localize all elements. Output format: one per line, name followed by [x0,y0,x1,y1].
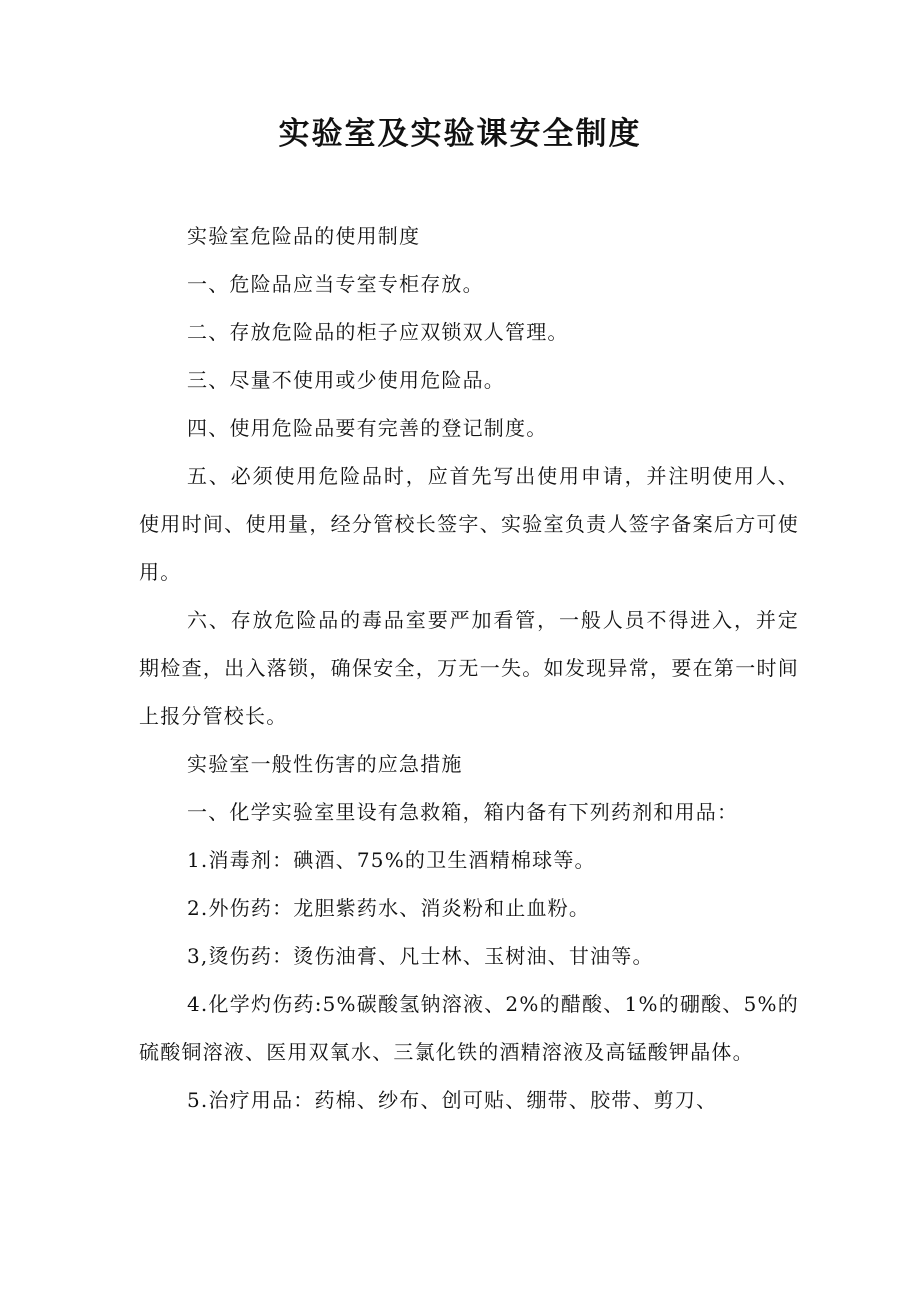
paragraph: 五、必须使用危险品时，应首先写出使用申请，并注明使用人、使用时间、使用量，经分管校长签字、实验室负责人签字备案后方可使用。 [139,464,799,584]
paragraph: 一、化学实验室里设有急救箱，箱内备有下列药剂和用品： [187,800,739,824]
paragraph: 一、危险品应当专室专柜存放。 [187,272,484,296]
section-heading-hazardous-materials: 实验室危险品的使用制度 [187,224,421,248]
paragraph: 三、尽量不使用或少使用危险品。 [187,368,505,392]
document-title: 实验室及实验课安全制度 [278,116,642,152]
list-item: 4.化学灼伤药:5%碳酸氢钠溶液、2%的醋酸、1%的硼酸、5%的硫酸铜溶液、医用双氧水、三氯化铁的酒精溶液及高锰酸钾晶体。 [139,992,799,1064]
paragraph: 六、存放危险品的毒品室要严加看管，一般人员不得进入，并定期检查，出入落锁，确保安全，万无一失。如发现异常，要在第一时间上报分管校长。 [139,608,799,728]
section-heading-emergency-measures: 实验室一般性伤害的应急措施 [187,752,463,776]
list-item: 2.外伤药：龙胆紫药水、消炎粉和止血粉。 [187,896,591,920]
list-item: 3,烫伤药：烫伤油膏、凡士林、玉树油、甘油等。 [187,944,654,968]
document-body [139,212,799,1124]
paragraph: 二、存放危险品的柜子应双锁双人管理。 [187,320,569,344]
paragraph: 四、使用危险品要有完善的登记制度。 [187,416,548,440]
list-item: 5.治疗用品：药棉、纱布、创可贴、绷带、胶带、剪刀、 [187,1088,718,1112]
list-item: 1.消毒剂：碘酒、75%的卫生酒精棉球等。 [187,848,596,872]
